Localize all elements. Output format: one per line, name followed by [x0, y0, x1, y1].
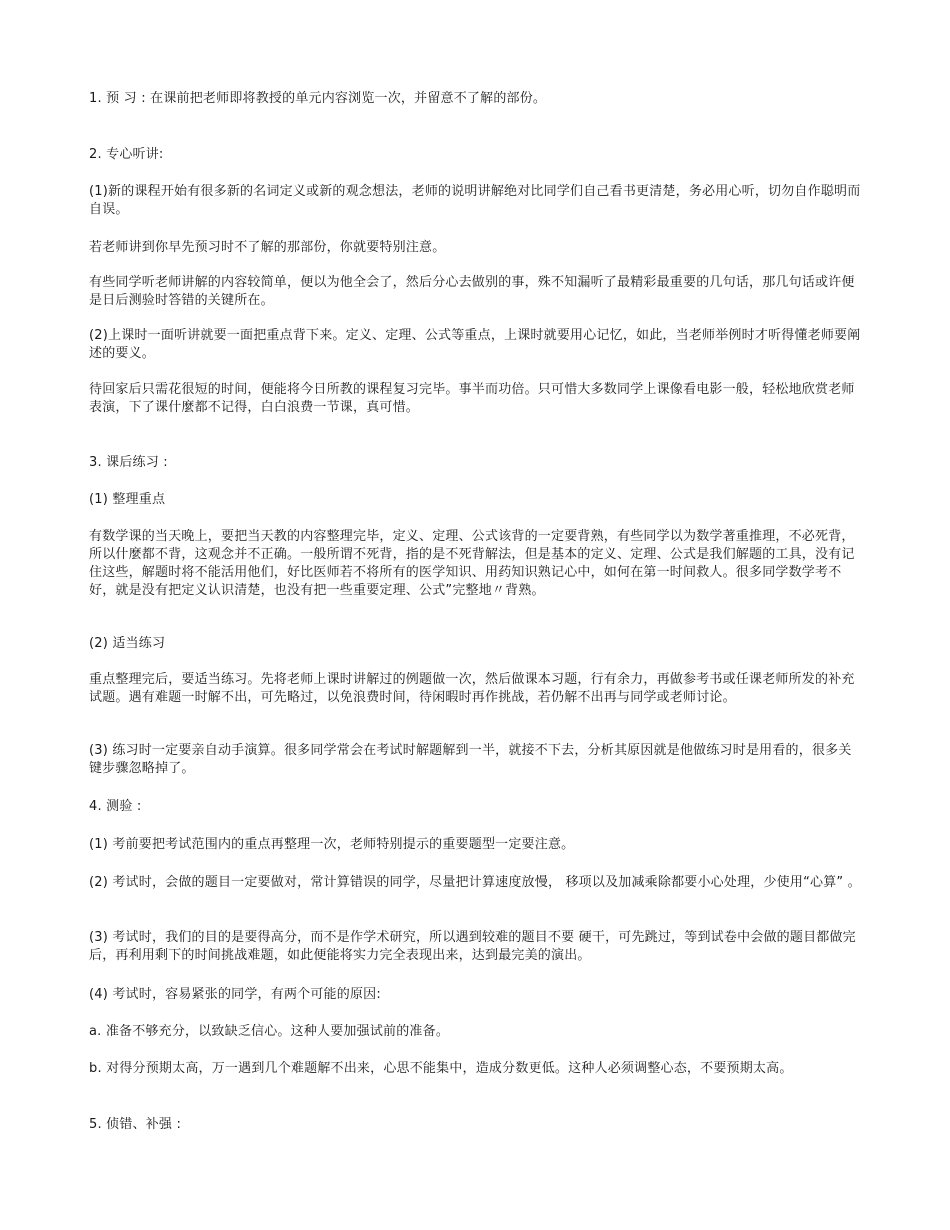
paragraph-listen-1: (1)新的课程开始有很多新的名词定义或新的观念想法，老师的说明讲解绝对比同学们自己看书更清楚，务必用心听，切勿自作聪明而自误。: [89, 184, 861, 217]
paragraph-listen-distraction: 有些同学听老师讲解的内容较简单，便以为他全会了，然后分心去做别的事，殊不知漏听了最精彩最重要的几句话，那几句话或许便是日后测验时答错的关键所在。: [89, 275, 855, 308]
heading-correct: 5. 侦错、补强 :: [89, 1117, 182, 1132]
heading-practice: 3. 课后练习 :: [89, 455, 168, 470]
paragraph-listen-2: (2)上课时一面听讲就要一面把重点背下来。定义、定理、公式等重点，上课时就要用心记忆，如此，当老师举例时才听得懂老师要阐述的要义。: [89, 328, 861, 361]
paragraph-test-a: a. 准备不够充分，以致缺乏信心。这种人要加强试前的准备。: [89, 1024, 450, 1039]
subheading-organize: (1) 整理重点: [89, 492, 166, 507]
heading-test: 4. 测验 :: [89, 799, 142, 814]
heading-listen: 2. 专心听讲:: [89, 147, 164, 162]
paragraph-test-1: (1) 考前要把考试范围内的重点再整理一次，老师特别提示的重要题型一定要注意。: [89, 837, 575, 852]
paragraph-test-3: (3) 考试时，我们的目的是要得高分，而不是作学术研究，所以遇到较难的题目不要 硬干，可先跳过，等到试卷中会做的题目都做完后，再利用剩下的时间挑战难题，如此便能将实力完全表现出来，达到最完美的演出。: [89, 930, 856, 963]
paragraph-test-2: (2) 考试时，会做的题目一定要做对，常计算错误的同学，尽量把计算速度放慢， 移项以及加减乘除都要小心处理，少使用“心算” 。: [89, 875, 861, 890]
paragraph-exercise: 重点整理完后，要适当练习。先将老师上课时讲解过的例题做一次，然后做课本习题，行有余力，再做参考书或任课老师所发的补充试题。遇有难题一时解不出，可先略过，以免浪费时间，待闲暇时再作挑战，若仍解不出再与同学或老师讨论。: [89, 672, 855, 705]
paragraph-organize: 有数学课的当天晚上，要把当天教的内容整理完毕，定义、定理、公式该背的一定要背熟，有些同学以为数学著重推理，不必死背，所以什麼都不背，这观念并不正确。一般所谓不死背，指的是不死背解法，但是基本的定义、定理、公式是我们解题的工具，没有记住这些，解题时将不能活用他们，好比医师若不将所有的医学知识、用药知识熟记心中，如何在第一时间救人。很多同学数学考不好，就是没有把定义认识清楚，也没有把一些重要定理、公式”完整地〃背熟。: [89, 529, 855, 598]
paragraph-listen-review: 待回家后只需花很短的时间，便能将今日所教的课程复习完毕。事半而功倍。只可惜大多数同学上课像看电影一般，轻松地欣赏老师表演，下了课什麼都不记得，白白浪费一节课，真可惜。: [89, 382, 855, 415]
paragraph-test-4: (4) 考试时，容易紧张的同学，有两个可能的原因:: [89, 987, 381, 1002]
paragraph-listen-attention: 若老师讲到你早先预习时不了解的那部份，你就要特别注意。: [89, 240, 446, 255]
paragraph-exercise-hands-on: (3) 练习时一定要亲自动手演算。很多同学常会在考试时解题解到一半，就接不下去，分析其原因就是他做练习时是用看的，很多关键步骤忽略掉了。: [89, 743, 852, 776]
paragraph-test-b: b. 对得分预期太高，万一遇到几个难题解不出来，心思不能集中，造成分数更低。这种人必须调整心态，不要预期太高。: [89, 1061, 793, 1076]
subheading-exercise: (2) 适当练习: [89, 636, 166, 651]
paragraph-preview: 1. 预 习 : 在课前把老师即将教授的单元内容浏览一次，并留意不了解的部份。: [89, 91, 547, 106]
